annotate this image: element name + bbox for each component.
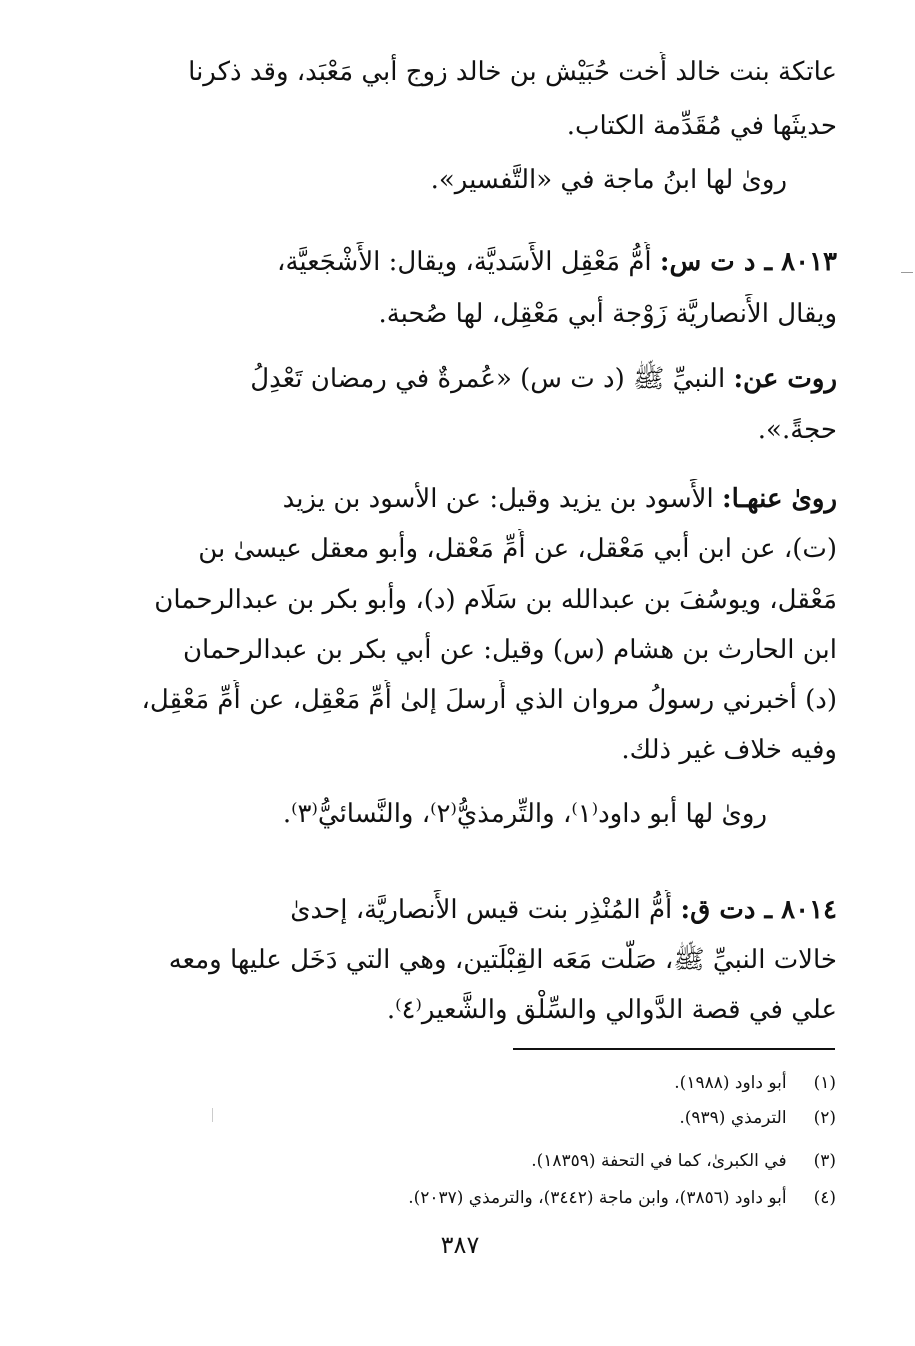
footnote-text: الترمذي (٩٣٩). — [679, 1108, 787, 1128]
footnote-number: (٣) — [813, 1151, 836, 1171]
footnote — [270, 1148, 836, 1174]
footnote-number: (٢) — [813, 1108, 836, 1128]
entry-title: أُمُّ المُنْذِر بنت قيس الأَنصاريَّة، إحدىٰ — [290, 895, 673, 925]
text-line: عاتكة بنت خالد أُخت حُبَيْش بن خالد زوج أبي مَعْبَد، وقد ذكرنا — [188, 57, 837, 87]
footnote-number: (٤) — [813, 1188, 836, 1208]
footnote-text: أبو داود (١٩٨٨). — [674, 1073, 787, 1093]
text-line: (ت)، عن ابن أبي مَعْقل، عن أُمِّ مَعْقل، وأبو معقل عيسىٰ بن — [198, 534, 837, 564]
footnote-divider — [513, 1048, 835, 1050]
footnote-text: أبو داود (٣٨٥٦)، وابن ماجة (٣٤٤٢)، والترمذي (٢٠٣٧). — [408, 1188, 787, 1208]
text-line: ويقال الأَنصاريَّة زَوْجة أبي مَعْقِل، لها صُحبة. — [378, 299, 837, 329]
text-line: روىٰ لها ابنُ ماجة في «التَّفسير». — [430, 165, 787, 195]
footnote — [270, 1105, 836, 1131]
text-line: وفيه خلاف غير ذلك. — [621, 735, 837, 765]
text-line: علي في قصة الدَّوالي والسِّلْق والشَّعير⁽٤⁾. — [386, 995, 837, 1025]
entry-8013-heading — [130, 242, 837, 282]
narration-text: النبيِّ ﷺ (د ت س) «عُمرةٌ في رمضان تَعْدِلُ — [250, 364, 726, 394]
scan-artifact — [212, 1108, 213, 1122]
text-line: حديثَها في مُقَدِّمة الكتاب. — [566, 111, 837, 141]
footnote-number: (١) — [813, 1073, 836, 1093]
entry-number: ٨٠١٤ ـ دت ق: — [680, 895, 837, 925]
text-line: حجةً.». — [757, 415, 837, 445]
scan-edge-mark — [901, 272, 913, 273]
page-number: ٣٨٧ — [440, 1231, 480, 1259]
footnote — [270, 1185, 836, 1211]
entry-8014-heading — [130, 890, 837, 930]
text-line: (د) أخبرني رسولُ مروان الذي أَرسلَ إلىٰ أُمِّ مَعْقِل، عن أُمِّ مَعْقِل، — [141, 685, 837, 715]
footnote-text: في الكبرىٰ، كما في التحفة (١٨٣٥٩). — [531, 1151, 787, 1171]
narrated-from-line — [130, 359, 837, 399]
footnote — [270, 1070, 836, 1096]
entry-number: ٨٠١٣ ـ د ت س: — [659, 247, 837, 277]
entry-title: أُمُّ مَعْقِل الأَسَديَّة، ويقال: الأَشْجَعيَّة، — [277, 247, 652, 277]
text-line: خالات النبيِّ ﷺ، صَلَّت مَعَه القِبْلَتين، وهي التي دَخَل عليها ومعه — [168, 945, 837, 975]
text-line: مَعْقل، ويوسُفَ بن عبدالله بن سَلَام (د)، وأبو بكر بن عبدالرحمان — [154, 585, 837, 615]
narrated-by-line — [130, 479, 837, 519]
text-line: ابن الحارث بن هشام (س) وقيل: عن أبي بكر بن عبدالرحمان — [182, 635, 837, 665]
section-label: روىٰ عنهـا: — [722, 484, 837, 514]
text-line: روىٰ لها أبو داود⁽١⁾، والتِّرمذيُّ⁽٢⁾، والنَّسائيُّ⁽٣⁾. — [282, 799, 767, 829]
section-label: روت عن: — [733, 364, 837, 394]
narration-text: الأَسود بن يزيد وقيل: عن الأسود بن يزيد — [282, 484, 714, 514]
